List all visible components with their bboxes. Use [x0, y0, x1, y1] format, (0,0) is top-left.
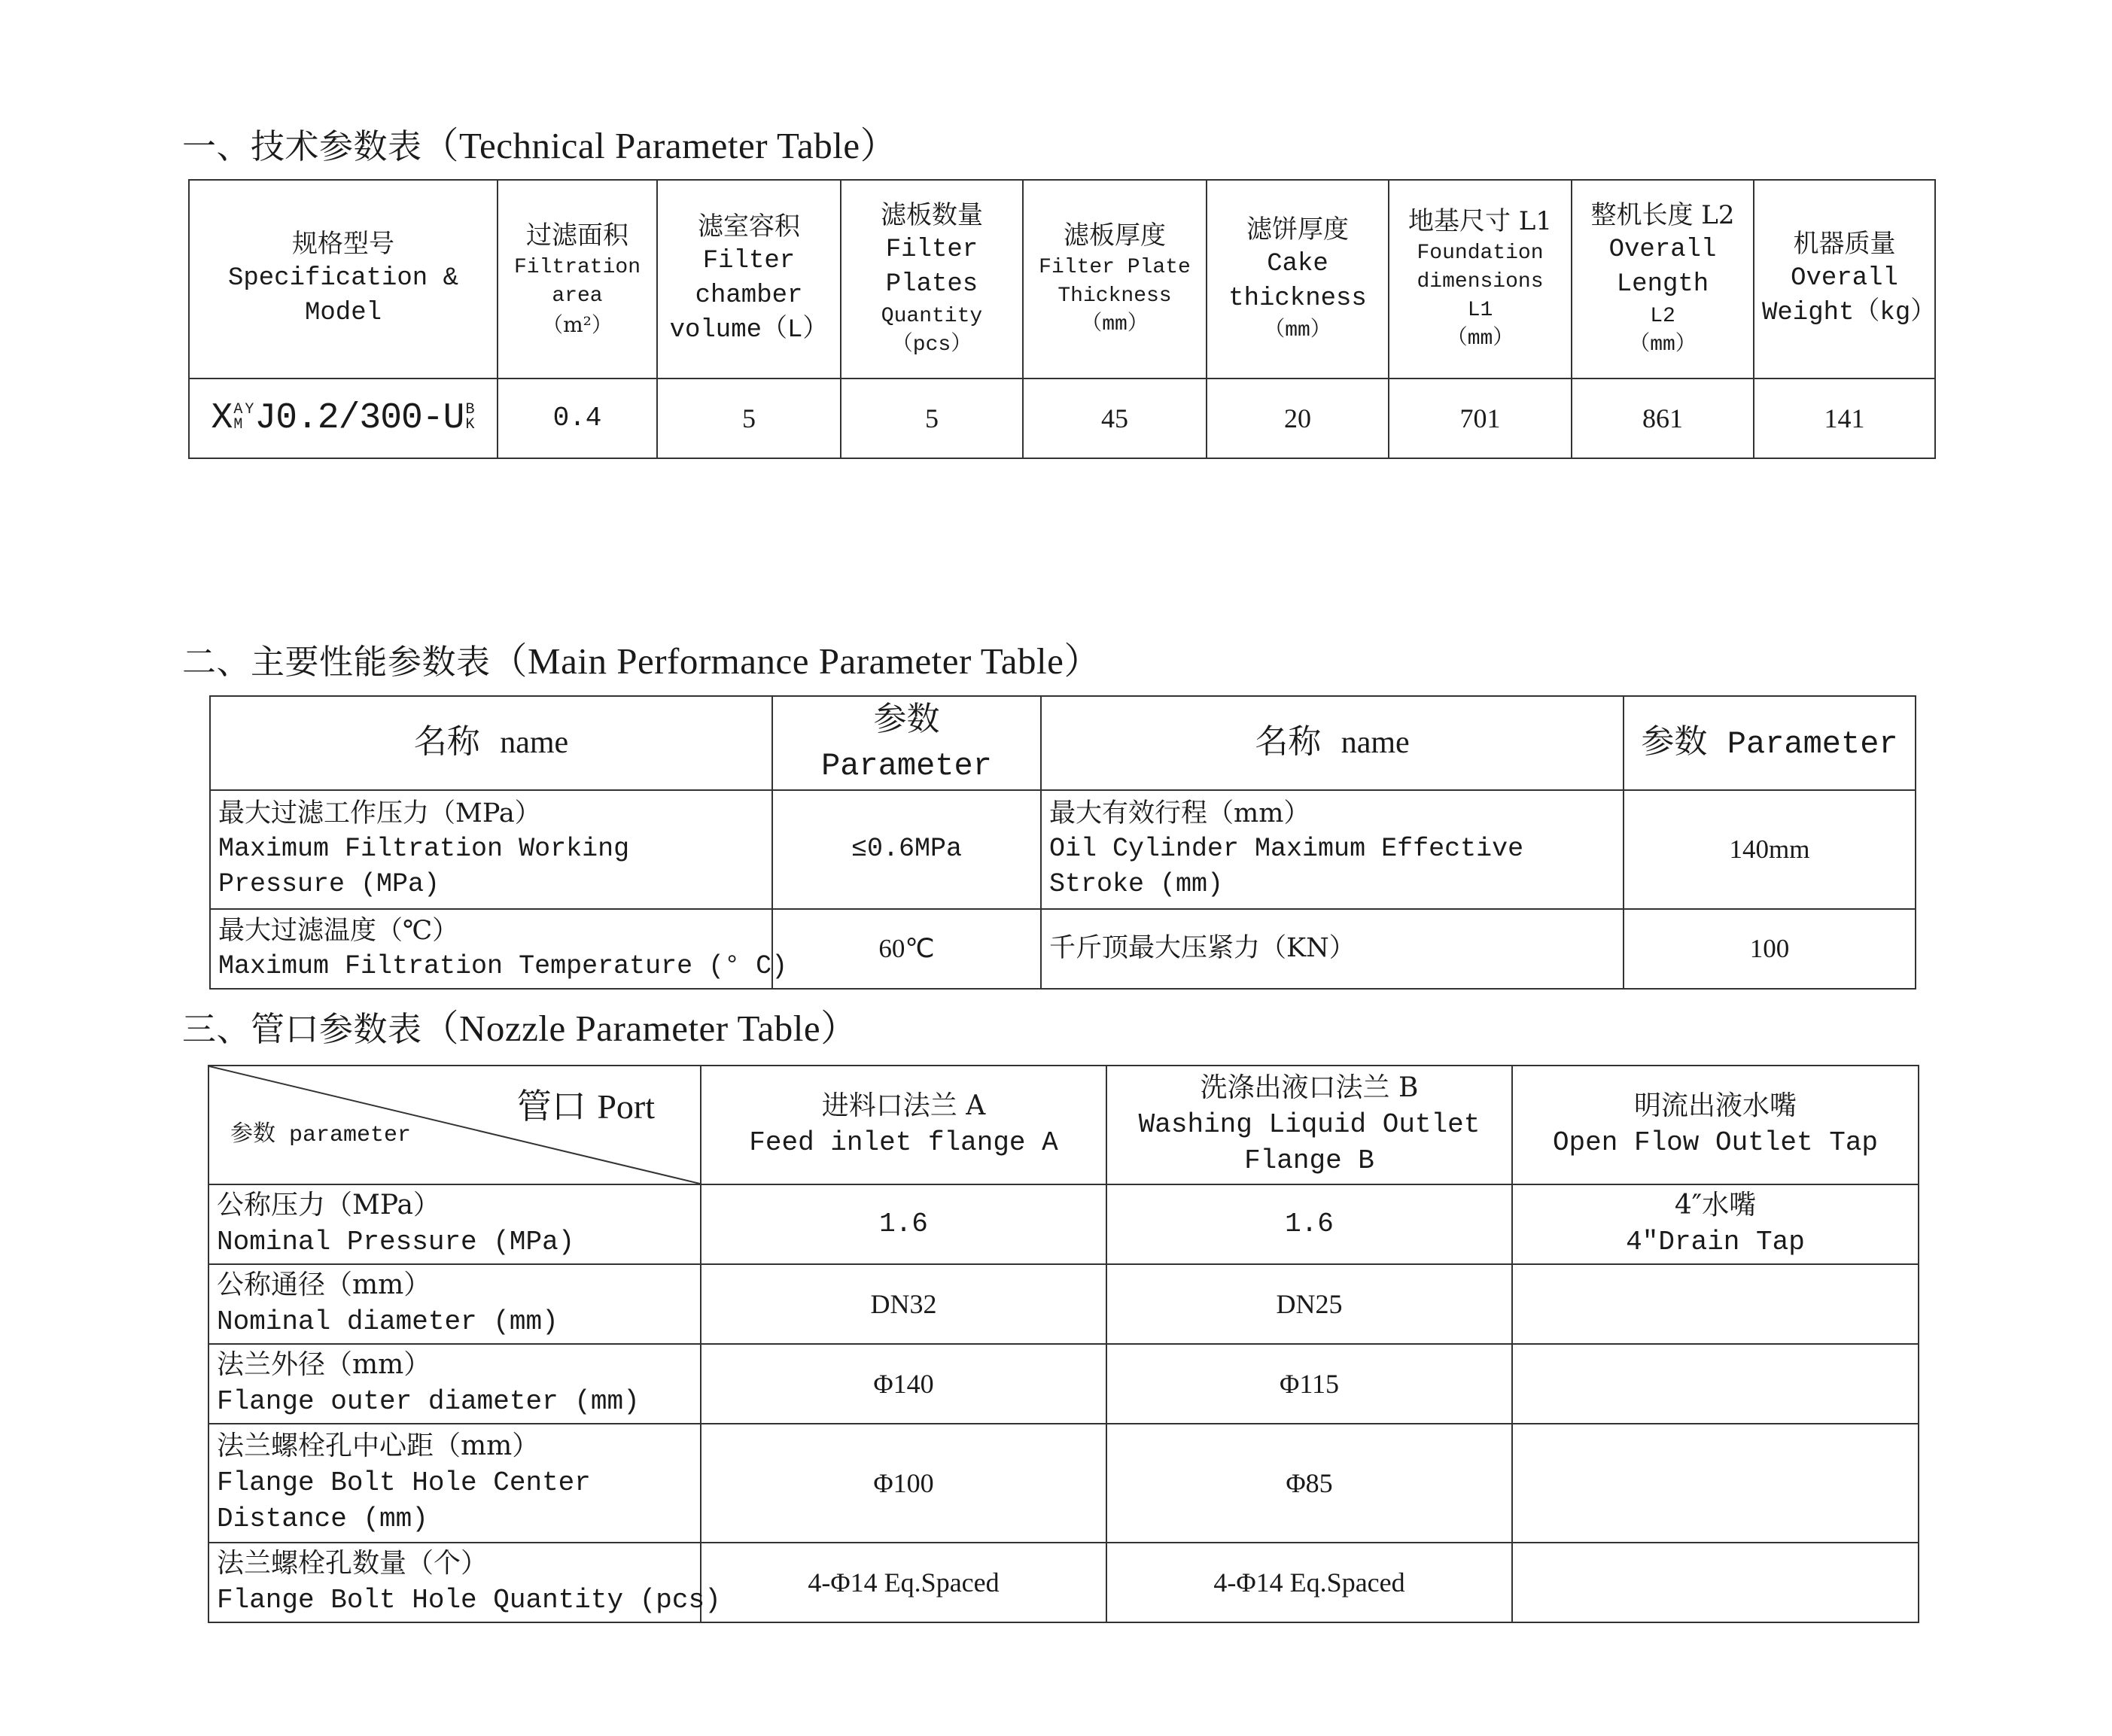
table3-row	[208, 1264, 1919, 1344]
open-flow-tap-value	[1512, 1184, 1919, 1264]
open-flow-tap-value	[1512, 1344, 1919, 1424]
section-1-title	[182, 117, 897, 169]
param-cn: 参数	[230, 1120, 275, 1147]
tap-value-cn: 4″水嘴	[1674, 1190, 1757, 1221]
header-line: （mm）	[1264, 318, 1331, 342]
section-1-title-en: （Technical Parameter Table）	[421, 125, 898, 166]
section-3-title-en: （Nozzle Parameter Table）	[421, 1008, 858, 1049]
washing-outlet-value: 4-Φ14 Eq.Spaced	[1106, 1543, 1512, 1622]
diagonal-corner-cell	[208, 1066, 701, 1184]
col-header-line: Flange B	[1244, 1145, 1374, 1177]
model-main: J0.2/300-U	[254, 397, 464, 439]
table2-row	[210, 790, 1916, 909]
param-en: parameter	[289, 1123, 412, 1148]
table3-row	[208, 1344, 1919, 1424]
row-label-cn: 法兰螺栓孔数量（个）	[217, 1548, 488, 1579]
header-line: L1	[1467, 298, 1493, 322]
tap-value-en: 4″Drain Tap	[1626, 1227, 1805, 1257]
param-name-cell	[210, 790, 772, 909]
header-line: chamber	[695, 281, 803, 310]
table1-header-cell	[189, 180, 498, 379]
row-label	[208, 1264, 701, 1344]
feed-inlet-value: Φ140	[701, 1344, 1106, 1424]
param-name-cell	[1041, 790, 1624, 909]
foundation-value: 701	[1389, 379, 1572, 458]
param-value: 60℃	[772, 909, 1041, 989]
row-label-en: Flange Bolt Hole Quantity (pcs)	[217, 1585, 721, 1616]
header-param-cn: 参数	[873, 700, 940, 738]
table3-row	[208, 1184, 1919, 1264]
header-line: volume（L）	[669, 315, 829, 345]
table3-row	[208, 1424, 1919, 1543]
header-line: Filter Plate	[1039, 256, 1191, 280]
header-line: 滤室容积	[698, 211, 800, 242]
header-line: （m²）	[542, 312, 613, 337]
param-value: ≤0.6MPa	[772, 790, 1041, 909]
header-param	[772, 696, 1041, 790]
header-param-en: Parameter	[821, 748, 992, 785]
param-name-cn: 千斤顶最大压紧力（KN）	[1049, 933, 1356, 964]
table1-header-cell	[841, 180, 1023, 379]
row-label	[208, 1344, 701, 1424]
table1-header-cell	[498, 180, 657, 379]
table1-header-cell	[1572, 180, 1754, 379]
header-line: thickness	[1228, 284, 1367, 314]
row-label	[208, 1184, 701, 1264]
param-value: 140mm	[1624, 790, 1916, 909]
header-param-en: Parameter	[1727, 725, 1898, 762]
param-name-en: Maximum Filtration Temperature (° C)	[218, 950, 788, 981]
feed-inlet-value: 1.6	[701, 1184, 1106, 1264]
table1-header-cell	[1754, 180, 1935, 379]
washing-outlet-value: 1.6	[1106, 1184, 1512, 1264]
row-label-en: Flange outer diameter (mm)	[217, 1386, 640, 1417]
column-header-open-flow-tap	[1512, 1066, 1919, 1184]
model-sub: K	[465, 415, 474, 433]
header-name-cn: 名称	[1255, 722, 1322, 761]
header-line: Filtration	[513, 256, 641, 280]
header-line: Quantity	[881, 305, 983, 329]
section-2-title	[182, 632, 1101, 685]
header-line: （mm）	[1081, 312, 1149, 336]
col-header-line: Feed inlet flange A	[749, 1127, 1058, 1158]
open-flow-tap-value	[1512, 1264, 1919, 1344]
table1-header-cell	[1207, 180, 1389, 379]
header-name	[210, 696, 772, 790]
section-2-title-en: （Main Performance Parameter Table）	[490, 640, 1101, 682]
header-name-en: name	[500, 725, 569, 760]
header-param-cn: 参数	[1641, 722, 1708, 761]
header-line: Filter	[885, 236, 978, 265]
table1-data-row	[189, 379, 1935, 458]
header-line: Plates	[885, 270, 978, 299]
washing-outlet-value: Φ85	[1106, 1424, 1512, 1543]
table2-row	[210, 909, 1916, 989]
row-label	[208, 1424, 701, 1543]
header-name	[1041, 696, 1624, 790]
table1-header-row	[189, 180, 1935, 379]
col-header-line: Washing Liquid Outlet	[1138, 1108, 1481, 1140]
header-param	[1624, 696, 1916, 790]
header-line: Overall	[1791, 264, 1898, 293]
parameter-label	[230, 1119, 411, 1151]
header-line: Model	[304, 298, 382, 327]
feed-inlet-value: Φ100	[701, 1424, 1106, 1543]
port-cn: 管口	[516, 1086, 586, 1126]
header-line: 滤板厚度	[1064, 220, 1166, 251]
param-name-en: Oil Cylinder Maximum Effective Stroke (mm)	[1049, 834, 1524, 900]
open-flow-tap-value	[1512, 1424, 1919, 1543]
table1-header-cell	[1023, 180, 1207, 379]
model-sup: A	[233, 400, 242, 418]
port-label	[517, 1083, 655, 1130]
table1-header-cell	[657, 180, 841, 379]
feed-inlet-value: DN32	[701, 1264, 1106, 1344]
param-name-cell	[210, 909, 788, 989]
row-label-en: Nominal Pressure (MPa)	[217, 1227, 575, 1257]
header-name-en: name	[1341, 725, 1410, 760]
col-header-line: 明流出液水嘴	[1633, 1090, 1797, 1122]
col-header-line: 进料口法兰 A	[821, 1090, 986, 1122]
port-en: Port	[597, 1087, 655, 1126]
param-name-cn: 最大过滤温度（℃）	[218, 915, 459, 946]
section-3-title	[182, 999, 858, 1052]
model-sup: Y	[245, 400, 254, 418]
washing-outlet-value: Φ115	[1106, 1344, 1512, 1424]
row-label-cn: 公称通径（mm）	[217, 1269, 431, 1301]
header-name-cn: 名称	[413, 722, 480, 761]
header-line: （pcs）	[891, 333, 972, 357]
model-sub: M	[233, 415, 242, 433]
header-line: 过滤面积	[526, 220, 628, 251]
row-label-cn: 公称压力（MPa）	[217, 1190, 440, 1221]
header-line: area	[552, 284, 603, 309]
param-name-cell	[1041, 909, 1624, 989]
chamber-volume-value: 5	[657, 379, 841, 458]
header-line: 机器质量	[1793, 229, 1896, 260]
header-line: 滤饼厚度	[1246, 214, 1349, 245]
row-label	[208, 1543, 721, 1622]
column-header-washing-outlet	[1106, 1066, 1512, 1184]
model-sup: B	[465, 400, 474, 418]
header-line: Specification &	[227, 264, 459, 293]
model-cell	[189, 379, 498, 458]
washing-outlet-value: DN25	[1106, 1264, 1512, 1344]
col-header-line: Open Flow Outlet Tap	[1552, 1127, 1879, 1158]
cake-thickness-value: 20	[1207, 379, 1389, 458]
row-label-en: Nominal diameter (mm)	[217, 1306, 558, 1337]
param-name-cn: 最大有效行程（mm）	[1049, 798, 1310, 828]
table3-row	[208, 1543, 1919, 1622]
header-line: Weight（kg）	[1762, 298, 1937, 327]
header-line: dimensions	[1417, 270, 1544, 294]
header-line: Cake	[1267, 250, 1328, 279]
plate-thickness-value: 45	[1023, 379, 1207, 458]
header-line: L2	[1650, 305, 1675, 329]
header-line: 滤板数量	[881, 200, 983, 231]
header-line: Overall	[1608, 236, 1717, 265]
model-x: X	[211, 397, 233, 439]
header-line: （mm）	[1629, 333, 1697, 357]
section-2-title-cn: 二、主要性能参数表	[182, 642, 491, 682]
column-header-feed-inlet	[701, 1066, 1106, 1184]
header-line: Filter	[702, 247, 796, 276]
header-line: 地基尺寸 L1	[1407, 206, 1553, 237]
row-label-en: Flange Bolt Hole Center Distance (mm)	[217, 1467, 591, 1535]
overall-length-value: 861	[1572, 379, 1754, 458]
col-header-line: 洗涤出液口法兰 B	[1200, 1072, 1419, 1104]
row-label-cn: 法兰外径（mm）	[217, 1349, 431, 1381]
header-line: 规格型号	[292, 229, 394, 260]
row-label-cn: 法兰螺栓孔中心距（mm）	[217, 1430, 540, 1462]
table3-header-row	[208, 1066, 1919, 1184]
performance-parameter-table	[209, 695, 1916, 990]
feed-inlet-value: 4-Φ14 Eq.Spaced	[701, 1543, 1106, 1622]
plates-quantity-value: 5	[841, 379, 1023, 458]
model-number	[212, 398, 476, 439]
open-flow-tap-value	[1512, 1543, 1919, 1622]
filtration-area-value: 0.4	[498, 379, 657, 458]
section-1-title-cn: 一、技术参数表	[182, 126, 422, 166]
table2-header-row	[210, 696, 1916, 790]
nozzle-parameter-table	[208, 1065, 1919, 1623]
header-line: 整机长度 L2	[1590, 200, 1735, 231]
header-line: Foundation	[1417, 242, 1544, 266]
header-line: （mm）	[1446, 327, 1514, 351]
param-value: 100	[1624, 909, 1916, 989]
technical-parameter-table	[188, 179, 1936, 459]
section-3-title-cn: 三、管口参数表	[182, 1009, 422, 1049]
header-line: Length	[1616, 270, 1709, 299]
weight-value: 141	[1754, 379, 1935, 458]
param-name-en: Maximum Filtration Working Pressure (MPa)	[218, 834, 630, 900]
header-line: Thickness	[1058, 284, 1172, 309]
param-name-cn: 最大过滤工作压力（MPa）	[218, 798, 541, 828]
table1-header-cell	[1389, 180, 1572, 379]
